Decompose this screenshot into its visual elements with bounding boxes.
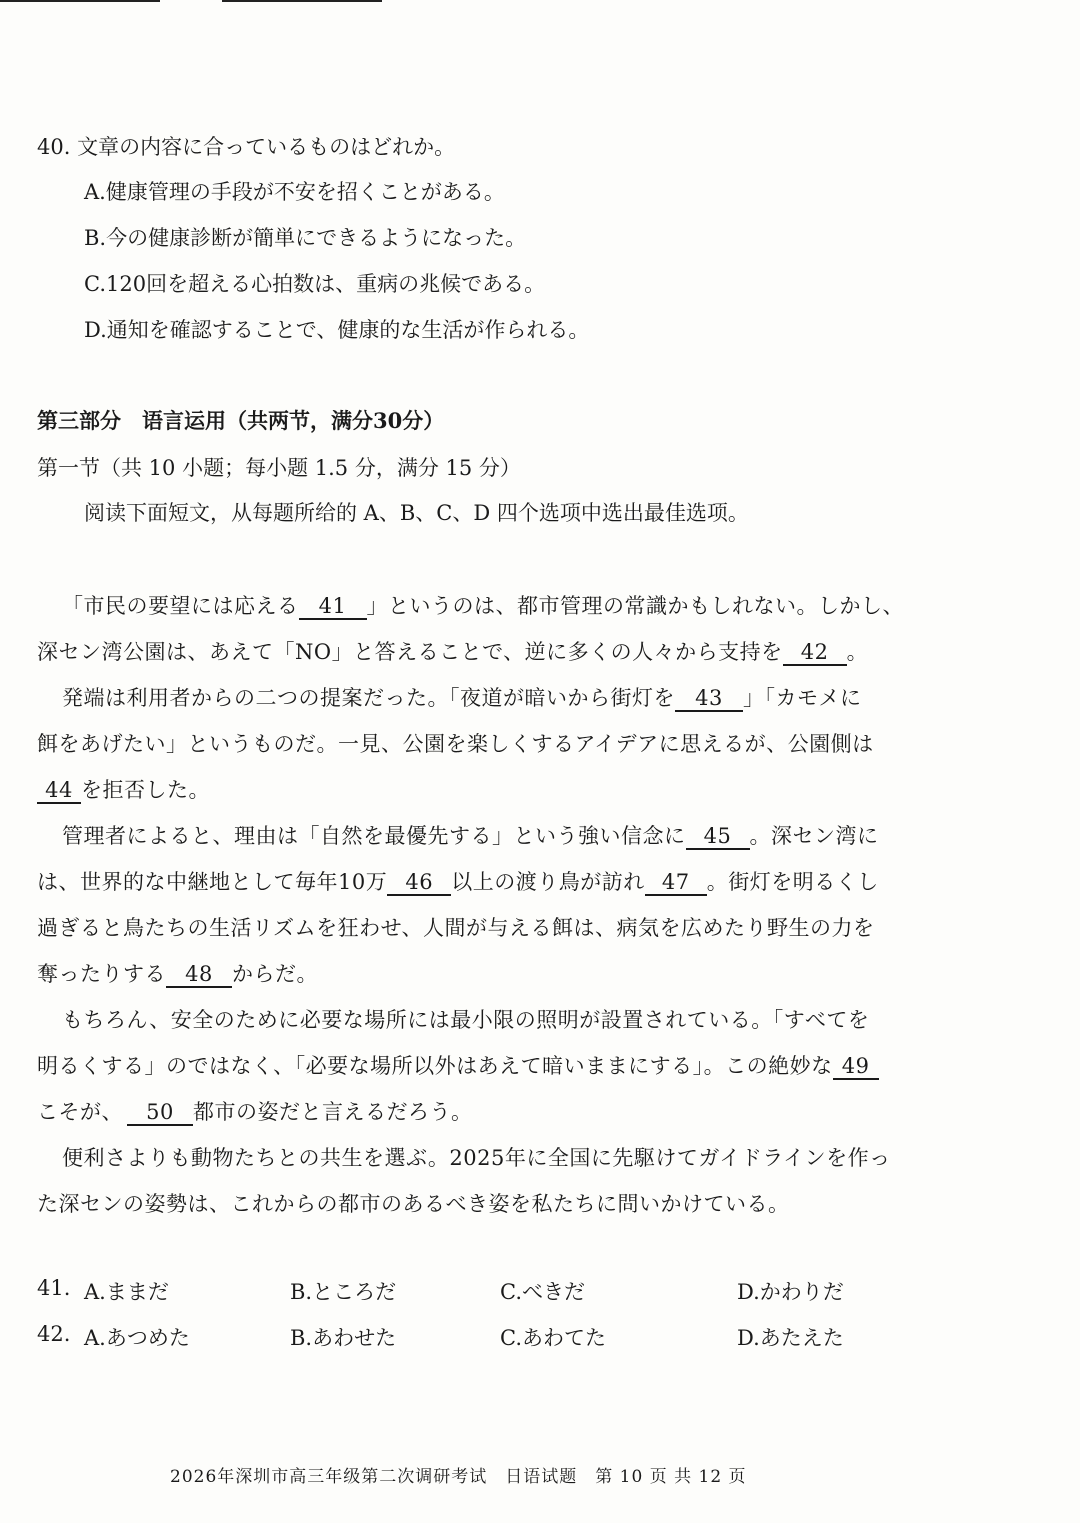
blank-49: 49 — [833, 1055, 879, 1080]
page-footer: 2026年深圳市高三年级第二次调研考试 日语试题 第 10 页 共 12 页 — [170, 1467, 747, 1487]
passage-line-5 — [37, 774, 210, 804]
question-40-option-c: C.120回を超える心拍数は、重病の兆候である。 — [84, 272, 546, 296]
top-rule-left — [0, 0, 160, 2]
question-40-stem: 40. 文章の内容に合っているものはどれか。 — [37, 135, 456, 159]
choice-41-number: 41. — [37, 1276, 71, 1300]
passage-line-9 — [37, 958, 318, 988]
blank-47: 47 — [645, 871, 707, 896]
passage-text: 便利さよりも動物たちとの共生を選ぶ。2025年に全国に先駆けてガイドラインを作っ — [62, 1146, 891, 1170]
choice-41-b: B.ところだ — [290, 1280, 397, 1304]
passage-text: 「市民の要望には応える — [62, 594, 299, 618]
blank-43: 43 — [675, 687, 743, 712]
blank-48: 48 — [166, 963, 232, 988]
passage-line-12 — [37, 1096, 473, 1126]
passage-text: 発端は利用者からの二つの提案だった。「夜道が暗いから街灯を — [62, 686, 675, 710]
blank-46: 46 — [387, 871, 451, 896]
passage-line-4 — [37, 728, 874, 758]
question-40-option-d: D.通知を確認することで、健康的な生活が作られる。 — [84, 318, 590, 342]
passage-line-3 — [62, 682, 862, 712]
choice-42-c: C.あわてた — [500, 1326, 606, 1350]
passage-line-8 — [37, 912, 874, 942]
passage-text: 。深セン湾に — [749, 824, 879, 848]
passage-line-11 — [37, 1050, 879, 1080]
blank-44: 44 — [37, 779, 81, 804]
passage-text: 都市の姿だと言えるだろう。 — [193, 1100, 473, 1124]
section-instruction: 阅读下面短文，从每题所给的 A、B、C、D 四个选项中选出最佳选项。 — [84, 501, 749, 525]
blank-42: 42 — [783, 641, 847, 666]
passage-line-14 — [37, 1188, 790, 1218]
passage-text: 」「カモメに — [743, 686, 862, 710]
choice-42-a: A.あつめた — [84, 1326, 190, 1350]
passage-text: は、世界的な中継地として毎年10万 — [37, 870, 388, 894]
blank-45: 45 — [686, 825, 750, 850]
section-subheading: 第一节（共 10 小题；每小题 1.5 分，满分 15 分） — [37, 456, 521, 480]
passage-line-13 — [62, 1142, 891, 1172]
passage-text: からだ。 — [232, 962, 318, 986]
choice-41-a: A.ままだ — [84, 1280, 169, 1304]
question-40-option-a: A.健康管理の手段が不安を招くことがある。 — [84, 180, 505, 204]
passage-text: 管理者によると、理由は「自然を最優先する」という強い信念に — [62, 824, 686, 848]
blank-50: 50 — [127, 1101, 193, 1126]
choice-41-d: D.かわりだ — [737, 1280, 844, 1304]
choice-42-b: B.あわせた — [290, 1326, 397, 1350]
passage-text: 奪ったりする — [37, 962, 166, 986]
blank-41: 41 — [299, 595, 367, 620]
passage-text: 明るくする」のではなく、「必要な場所以外はあえて暗いままにする」。この絶妙な — [37, 1054, 833, 1078]
passage-text: を拒否した。 — [81, 778, 210, 802]
choice-42-d: D.あたえた — [737, 1326, 844, 1350]
passage-text: 過ぎると鳥たちの生活リズムを狂わせ、人間が与える餌は、病気を広めたり野生の力を — [37, 916, 875, 940]
passage-text: こそが、 — [37, 1100, 123, 1124]
choice-42-number: 42. — [37, 1322, 71, 1346]
passage-line-7 — [37, 866, 879, 896]
passage-text: もちろん、安全のために必要な場所には最小限の照明が設置されている。「すべてを — [62, 1008, 870, 1032]
passage-line-1 — [62, 590, 904, 620]
passage-text: 。 — [846, 640, 869, 664]
question-40-option-b: B.今の健康診断が簡単にできるようになった。 — [84, 226, 527, 250]
passage-line-10 — [62, 1004, 869, 1034]
passage-text: 以上の渡り鳥が訪れ — [451, 870, 645, 894]
section-heading: 第三部分 语言运用（共两节，满分30分） — [37, 408, 445, 433]
passage-text: 」というのは、都市管理の常識かもしれない。しかし、 — [366, 594, 904, 618]
passage-text: 。街灯を明るくし — [706, 870, 879, 894]
passage-line-6 — [62, 820, 879, 850]
passage-line-2 — [37, 636, 868, 666]
choice-41-c: C.べきだ — [500, 1280, 585, 1304]
passage-text: 深セン湾公園は、あえて「NO」と答えることで、逆に多くの人々から支持を — [37, 640, 783, 664]
passage-text: た深センの姿勢は、これからの都市のあるべき姿を私たちに問いかけている。 — [37, 1192, 790, 1216]
top-rule-right — [222, 0, 382, 2]
passage-text: 餌をあげたい」というものだ。一見、公園を楽しくするアイデアに思えるが、公園側は — [37, 732, 874, 756]
